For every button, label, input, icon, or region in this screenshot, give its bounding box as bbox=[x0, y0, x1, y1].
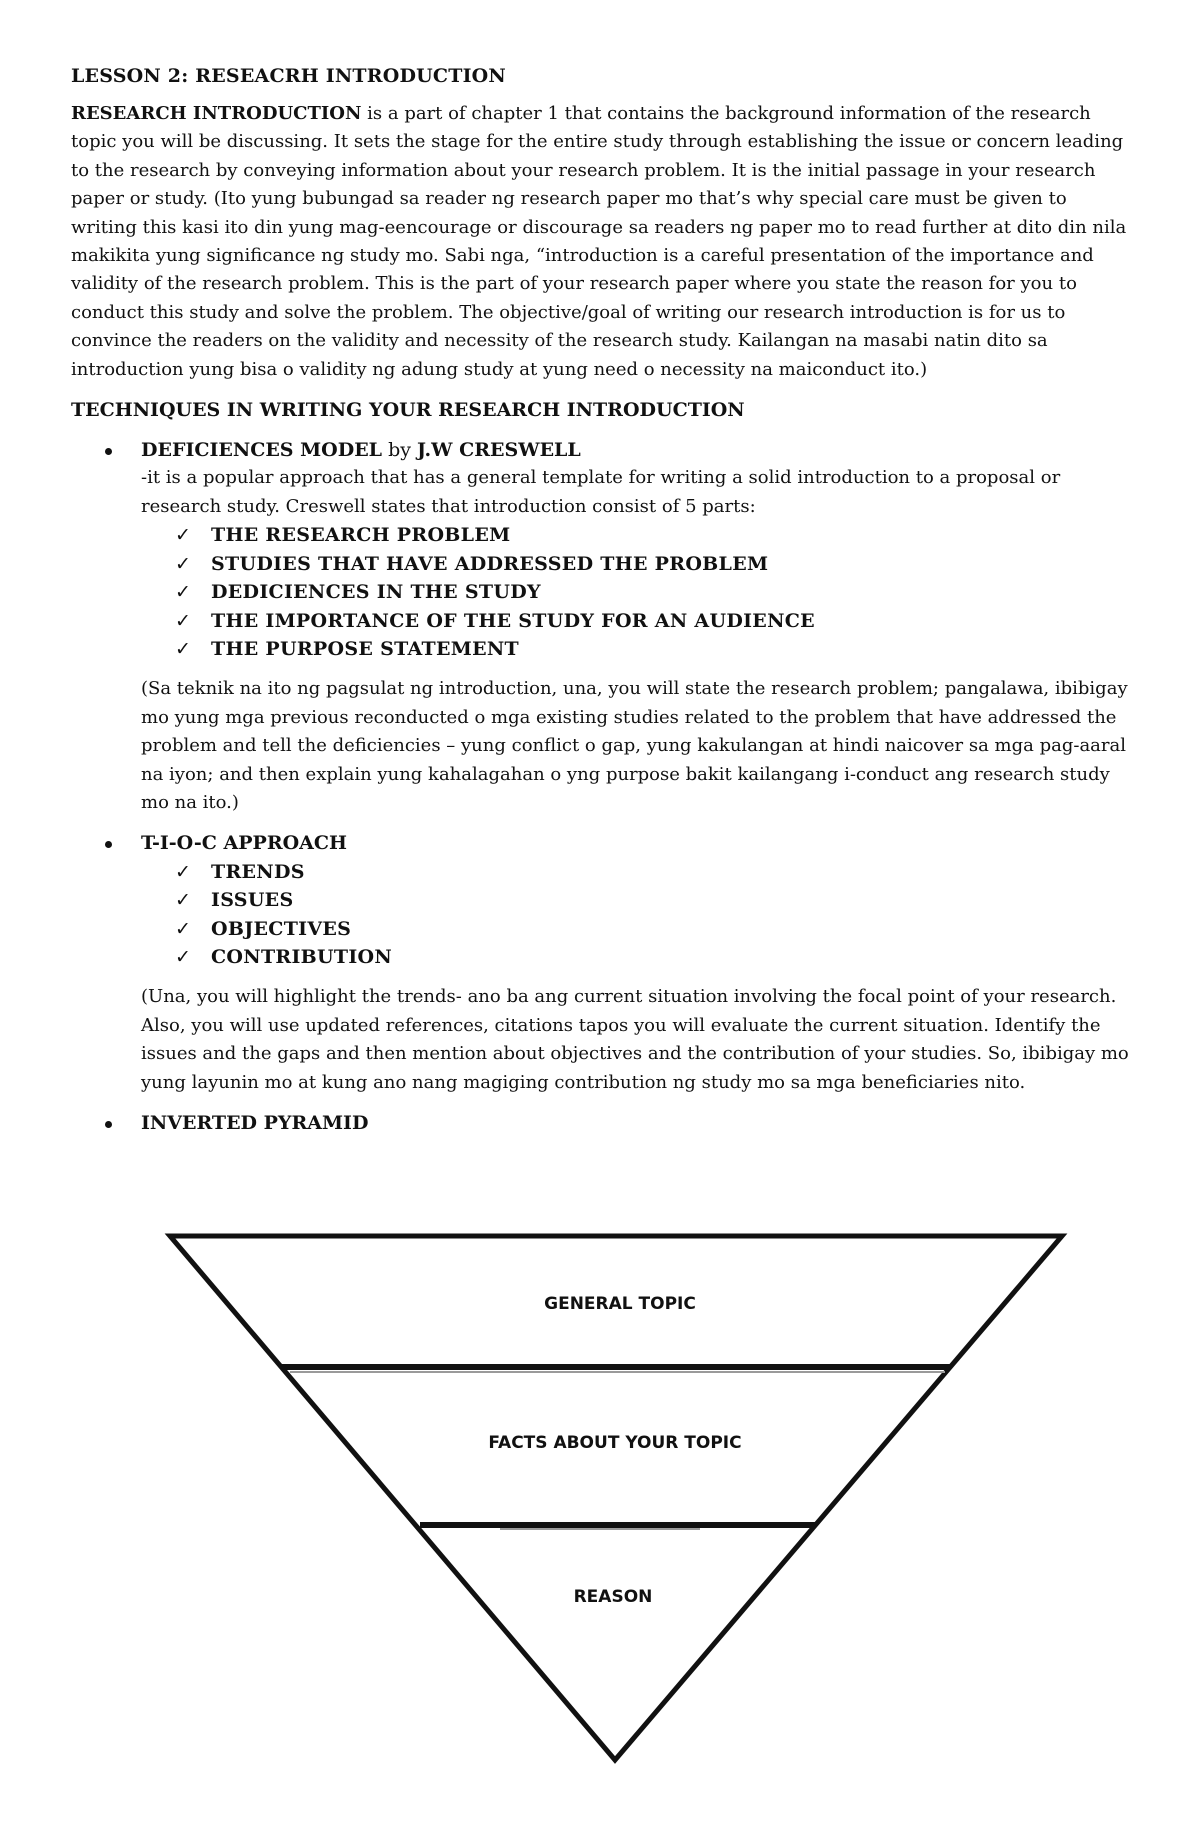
intro-body: is a part of chapter 1 that contains the background information of the research topic you will be discussing. It sets the stage for the entire study through establishing the issue or concern leading to the research by conveying information about your research problem. It is the initial passage in your research paper or study. (Ito yung bubungad sa reader ng research paper mo that’s why special care must be given to writing this kasi ito din yung mag-eencourage or discourage sa readers ng paper mo to read further at dito din nila makikita yung significance ng study mo. Sabi nga, “introduction is a careful presentation of the importance and validity of the research problem. This is the part of your research paper where you state the reason for you to conduct this study and solve the problem. The objective/goal of writing our research introduction is for us to convince the readers on the validity and necessity of the research study. Kailangan na masabi natin dito sa introduction yung bisa o validity ng adung study at yung need o necessity na maiconduct ito.) bbox=[71, 103, 1127, 380]
list-item: ✓ THE PURPOSE STATEMENT bbox=[141, 635, 1131, 663]
check-icon: ✓ bbox=[175, 552, 192, 575]
check-icon: ✓ bbox=[175, 524, 192, 547]
pyramid-level-reason: REASON bbox=[573, 1587, 653, 1607]
technique-inverted-pyramid bbox=[71, 1109, 1131, 1137]
check-icon: ✓ bbox=[175, 945, 192, 968]
pyramid-heading: INVERTED PYRAMID bbox=[141, 1112, 369, 1134]
tioc-note: (Una, you will highlight the trends- ano ba ang current situation involving the focal point of your research. Also, you will use updated references, citations tapos you will evaluate the current situation. Identify the issues and the gaps and then mention about objectives and the contribution of your studies. So, ibibigay mo yung layunin mo at kung ano nang magiging contribution ng study mo sa mga beneficiaries nito. bbox=[141, 986, 1129, 1093]
intro-lead: RESEARCH INTRODUCTION bbox=[71, 103, 362, 124]
list-item: ✓ TRENDS bbox=[141, 858, 1131, 886]
bullet-icon bbox=[105, 841, 112, 848]
check-icon: ✓ bbox=[175, 581, 192, 604]
deficiences-by: by bbox=[382, 439, 418, 462]
tioc-checklist bbox=[71, 858, 1131, 972]
inverted-pyramid-diagram bbox=[0, 1220, 1200, 1780]
list-item: ✓ THE RESEARCH PROBLEM bbox=[141, 521, 1131, 549]
document-page bbox=[71, 62, 1131, 1149]
deficiences-checklist bbox=[71, 521, 1131, 663]
pyramid-outline bbox=[170, 1236, 1062, 1760]
pyramid-level-general-topic: GENERAL TOPIC bbox=[544, 1294, 696, 1314]
check-icon: ✓ bbox=[175, 637, 192, 660]
check-icon: ✓ bbox=[175, 860, 192, 883]
bullet-icon bbox=[105, 448, 112, 455]
deficiences-description: -it is a popular approach that has a general template for writing a solid introduction to a proposal or research study. Creswell states that introduction consist of 5 parts: bbox=[141, 467, 1061, 517]
tioc-heading: T-I-O-C APPROACH bbox=[141, 832, 347, 855]
list-item: ✓ THE IMPORTANCE OF THE STUDY FOR AN AUDIENCE bbox=[141, 607, 1131, 635]
pyramid-level-facts: FACTS ABOUT YOUR TOPIC bbox=[488, 1433, 742, 1453]
deficiences-heading bbox=[141, 436, 1131, 464]
list-item: ✓ STUDIES THAT HAVE ADDRESSED THE PROBLEM bbox=[141, 550, 1131, 578]
deficiences-author: J.W CRESWELL bbox=[417, 439, 581, 462]
lesson-title: LESSON 2: RESEACRH INTRODUCTION bbox=[71, 65, 506, 87]
list-item: ✓ OBJECTIVES bbox=[141, 915, 1131, 943]
deficiences-note: (Sa teknik na ito ng pagsulat ng introduction, una, you will state the research problem; pangalawa, ibibigay mo yung mga previous reconducted o mga existing studies related to the problem that have addressed the problem and tell the deficiencies – yung conflict o gap, yung kakulangan at hindi naicover sa mga pag-aaral na iyon; and then explain yung kahalagahan o yng purpose bakit kailangang i-conduct ang research study mo na ito.) bbox=[141, 678, 1128, 813]
deficiences-name: DEFICIENCES MODEL bbox=[141, 439, 383, 462]
check-icon: ✓ bbox=[175, 609, 192, 632]
intro-paragraph bbox=[71, 100, 1131, 384]
list-item: ✓ ISSUES bbox=[141, 886, 1131, 914]
check-icon: ✓ bbox=[175, 917, 192, 940]
list-item: ✓ DEDICIENCES IN THE STUDY bbox=[141, 578, 1131, 606]
techniques-title: TECHNIQUES IN WRITING YOUR RESEARCH INTRODUCTION bbox=[71, 399, 745, 422]
technique-deficiences-model bbox=[71, 436, 1131, 521]
technique-tioc-approach bbox=[71, 829, 1131, 857]
bullet-icon bbox=[105, 1121, 112, 1128]
check-icon: ✓ bbox=[175, 889, 192, 912]
list-item: ✓ CONTRIBUTION bbox=[141, 943, 1131, 971]
